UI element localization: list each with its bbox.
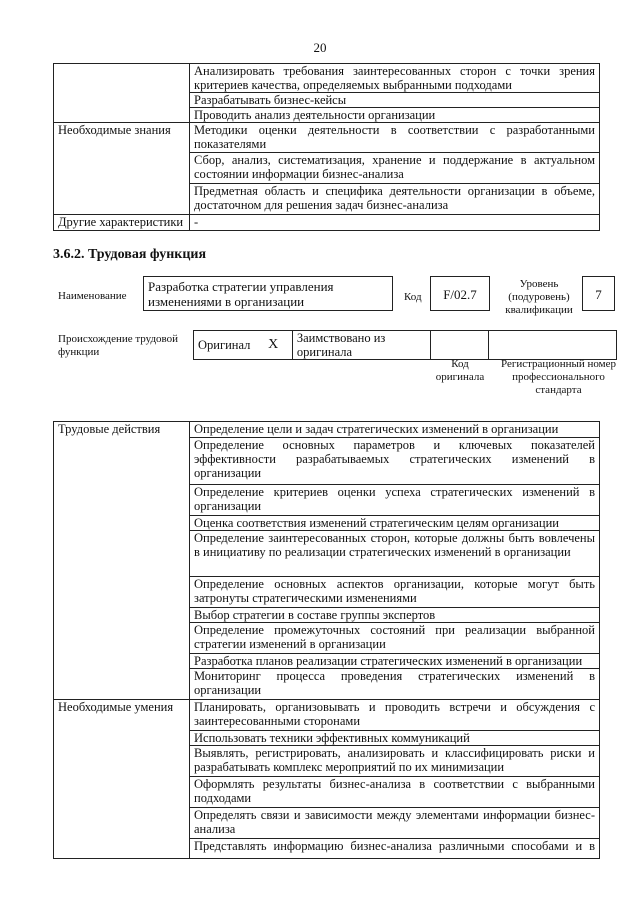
original-label: Оригинал <box>194 331 255 360</box>
reg-number-label: Регистрационный номер профессионального стандарта <box>500 358 617 396</box>
top-table <box>53 63 600 231</box>
table-cell: Выбор стратегии в составе группы экспертов <box>190 608 600 623</box>
row-label: Другие характеристики <box>54 215 190 231</box>
table-cell: Разработка планов реализации стратегических изменений в организации <box>190 654 600 669</box>
table-cell: Мониторинг процесса проведения стратегических изменений в организации <box>190 669 600 700</box>
table-cell: Использовать техники эффективных коммуникаций <box>190 731 600 746</box>
code-label: Код <box>404 291 422 303</box>
section-title: 3.6.2. Трудовая функция <box>53 247 207 262</box>
row-label <box>54 64 190 123</box>
code-original-label: Код оригинала <box>435 358 485 383</box>
table-cell: Определять связи и зависимости между элементами информации бизнес-анализа <box>190 808 600 839</box>
bottom-table <box>53 421 600 859</box>
borrowed-label: Заимствовано из оригинала <box>292 331 430 360</box>
origin-table <box>193 330 617 360</box>
table-cell: Представлять информацию бизнес-анализа различными способами и в <box>190 839 600 859</box>
table-cell: Оценка соответствия изменений стратегическим целям организации <box>190 516 600 531</box>
table-cell: Определение промежуточных состояний при реализации выбранной стратегии изменений в организации <box>190 623 600 654</box>
name-label: Наименование <box>58 290 127 302</box>
table-cell: Методики оценки деятельности в соответствии с разработанными показателями <box>190 123 600 153</box>
level-label: Уровень (подуровень) квалификации <box>505 278 573 316</box>
table-cell: Разрабатывать бизнес-кейсы <box>190 93 600 108</box>
table-cell: Выявлять, регистрировать, анализировать и классифицировать риски и разрабатывать комплекс мероприятий по их минимизации <box>190 746 600 777</box>
table-cell: Определение критериев оценки успеха стратегических изменений в организации <box>190 485 600 516</box>
level-field: 7 <box>582 276 615 311</box>
row-label: Необходимые знания <box>54 123 190 215</box>
table-cell: Проводить анализ деятельности организации <box>190 108 600 123</box>
table-cell: Определение заинтересованных сторон, которые должны быть вовлечены в инициативу по реализации стратегических изменений в организации <box>190 531 600 577</box>
table-cell: Сбор, анализ, систематизация, хранение и поддержание в актуальном состоянии информации бизнес-анализа <box>190 153 600 184</box>
table-cell: Определение основных аспектов организации, которые могут быть затронуты стратегическими изменениями <box>190 577 600 608</box>
page-number: 20 <box>313 40 327 55</box>
table-cell: Анализировать требования заинтересованных сторон с точки зрения критериев качества, определяемых выбранными подходами <box>190 64 600 93</box>
function-name-field: Разработка стратегии управления изменениями в организации <box>143 276 393 311</box>
code-field: F/02.7 <box>430 276 490 311</box>
table-cell: - <box>190 215 600 231</box>
original-mark: X <box>254 331 292 360</box>
table-cell: Оформлять результаты бизнес-анализа в соответствии с выбранными подходами <box>190 777 600 808</box>
row-label: Необходимые умения <box>54 700 190 859</box>
table-cell: Планировать, организовывать и проводить встречи и обсуждения с заинтересованными сторонами <box>190 700 600 731</box>
origin-label: Происхождение трудовой функции <box>58 333 179 358</box>
table-cell: Определение цели и задач стратегических изменений в организации <box>190 422 600 438</box>
row-label: Трудовые действия <box>54 422 190 700</box>
table-cell: Определение основных параметров и ключевых показателей эффективности разрабатываемых стратегических изменений в организации <box>190 438 600 485</box>
table-cell: Предметная область и специфика деятельности организации в объеме, достаточном для решения задач бизнес-анализа <box>190 184 600 215</box>
